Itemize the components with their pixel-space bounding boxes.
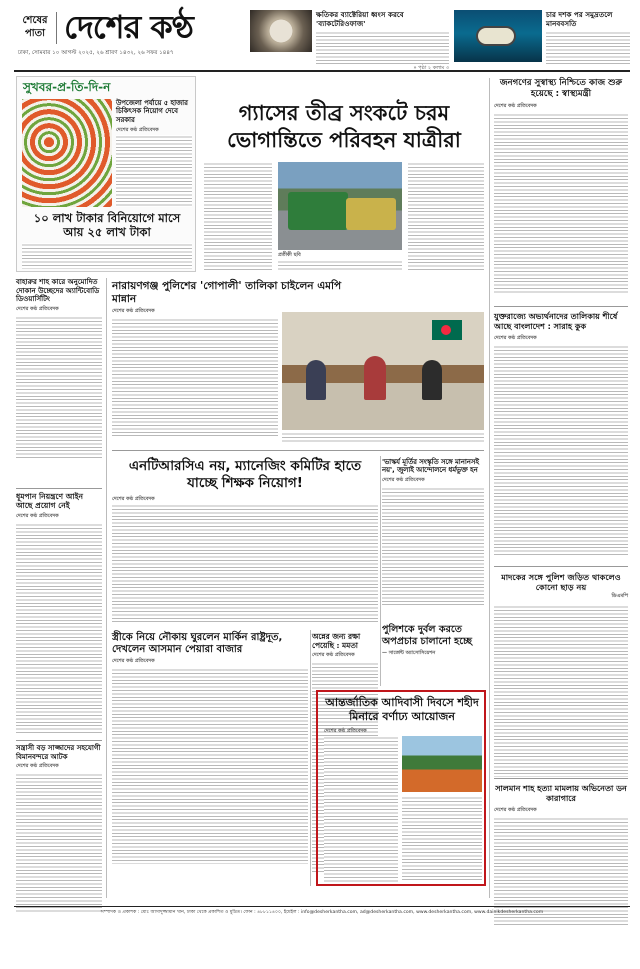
left-col-divider xyxy=(106,278,107,898)
person-3 xyxy=(422,360,442,400)
adivasi-box[interactable] xyxy=(316,690,486,886)
bus-shape-2 xyxy=(346,198,396,230)
left-story-1-byline: দেশের কণ্ঠ প্রতিবেদক xyxy=(16,305,59,312)
sukhobor-side-text xyxy=(116,135,192,207)
left-story-2-byline: দেশের কণ্ঠ প্রতিবেদক xyxy=(16,512,59,519)
promo-bacteria-text xyxy=(316,31,449,65)
promo-ocean[interactable] xyxy=(546,10,630,70)
center-divider xyxy=(380,456,381,686)
right-story-3[interactable] xyxy=(494,572,628,777)
police-weak-story[interactable] xyxy=(382,624,484,658)
left-story-2-text xyxy=(16,523,102,733)
right-story-1-byline: দেশের কণ্ঠ প্রতিবেদক xyxy=(494,102,537,109)
promo-bacteria-photo xyxy=(250,10,312,52)
right-story-2-byline: দেশের কণ্ঠ প্রতিবেদক xyxy=(494,335,537,341)
center-rule-1 xyxy=(112,450,484,451)
left-story-1-headline: বাহারুর শাহ কারে অনুমোদিত দোকান উচ্ছেদের অ্যান্টিবোডি ডিওয়ার্সিটিং xyxy=(16,278,100,304)
footer-rule xyxy=(14,906,630,907)
sukhobor-side-byline: দেশের কণ্ঠ প্রতিবেদক xyxy=(116,127,159,133)
lead-text-col-3 xyxy=(408,162,484,272)
lead-text-col-2 xyxy=(278,260,402,272)
left-story-1[interactable] xyxy=(16,278,102,458)
right-rule-2 xyxy=(494,566,628,567)
adivasi-text-1 xyxy=(324,736,398,882)
adivasi-byline: দেশের কণ্ঠ প্রতিবেদক xyxy=(324,728,367,734)
lead-headline: গ্যাসের তীব্র সংকটে চরম ভোগান্তিতে পরিবহন যাত্রীরা xyxy=(227,101,461,152)
sukhobor-box xyxy=(16,76,196,272)
dateline: ঢাকা, সোমবার ১০ আগস্ট ২০২৫, ২৬ শ্রাবণ ১৪৩২, ২৬ সফর ১৪৪৭ xyxy=(18,50,174,56)
left-story-3-byline: দেশের কণ্ঠ প্রতিবেদক xyxy=(16,763,59,770)
section-label: শেষের পাতা xyxy=(22,15,48,39)
police-headline: নারায়ণগঞ্জ পুলিশের 'গোপালী' তালিকা চাইলেন এমপি মান্নান xyxy=(112,280,342,305)
ntrca-byline: দেশের কণ্ঠ প্রতিবেদক xyxy=(112,496,155,502)
promo-bacteria[interactable] xyxy=(316,10,449,70)
sukhobor-photo xyxy=(22,99,112,207)
boat-text xyxy=(112,668,308,864)
right-story-4-headline: সালমান শাহ হত্যা মামলায় অভিনেতা ডন কারাগারে xyxy=(495,784,627,803)
promo-ocean-text xyxy=(546,31,630,65)
footer-imprint: সম্পাদক ও প্রকাশক : মোঃ আসাদুজ্জামান খান, ঢাকা থেকে প্রকাশিত ও মুদ্রিত। ফোন : ৪৮৮১১৪০০, ইমেইল : info@desherkantha.com, ad@desherkantha.com, www.desherkantha.com, www.dainikdesherkantha.com xyxy=(100,910,544,915)
religion-text xyxy=(382,487,484,607)
promo-ocean-photo xyxy=(454,10,542,62)
left-story-3[interactable] xyxy=(16,744,102,913)
right-rule-3 xyxy=(494,778,628,779)
left-rule-1 xyxy=(16,488,102,489)
center-divider-2 xyxy=(310,630,311,886)
person-1 xyxy=(306,360,326,400)
ntrca-headline: এনটিআরসিএ নয়, ম্যানেজিং কমিটির হাতে যাচ্ছে শিক্ষক নিয়োগ! xyxy=(128,458,362,491)
right-col-divider xyxy=(489,78,490,898)
lead-photo xyxy=(278,162,402,250)
police-weak-tag: — সার্জেন্ট অ্যাসোসিয়েশন xyxy=(382,649,436,656)
bus-shape xyxy=(288,192,348,230)
sukhobor-logo: সুখবর-প্র-তি-দি-ন xyxy=(23,80,111,94)
left-story-1-text xyxy=(16,316,102,458)
religion-byline: দেশের কণ্ঠ প্রতিবেদক xyxy=(382,476,425,483)
right-story-2-text xyxy=(494,345,628,557)
right-story-3-headline: মাদকের সঙ্গে পুলিশ জড়িত থাকলেও কোনো ছাড় নয় xyxy=(501,572,621,592)
promo-bacteria-title: ক্ষতিকর ব্যাক্টেরিয়া ধ্বংস করবে 'ব্যাকটেরিওফাজ' xyxy=(316,10,404,28)
masthead-rule xyxy=(14,70,630,72)
police-byline: দেশের কণ্ঠ প্রতিবেদক xyxy=(112,308,155,314)
meeting-photo xyxy=(282,312,484,430)
sukhobor-side-headline: উপজেলা পর্যায়ে ৫ হাজার চিকিৎসক নিয়োগ দেবে সরকার xyxy=(116,99,188,124)
lead-story[interactable] xyxy=(204,100,484,154)
right-story-1-headline: জনগণের সুস্বাস্থ্য নিশ্চিতে কাজ শুরু হয়েছে : স্বাস্থ্যমন্ত্রী xyxy=(499,78,623,99)
submarine-shape xyxy=(476,26,516,46)
religion-headline: 'ভাস্কর্য মূর্তির সংস্কৃতি সঙ্গে মানানসই নয়', জুলাই আন্দোলনে ধর্মভুক্ত হন xyxy=(382,458,479,475)
person-2 xyxy=(364,356,386,400)
right-rule-1 xyxy=(494,306,628,307)
sukhobor-main-text xyxy=(22,243,192,269)
boat-byline: দেশের কণ্ঠ প্রতিবেদক xyxy=(112,658,155,665)
masthead-divider xyxy=(56,12,57,44)
meeting-caption xyxy=(282,432,484,444)
lead-text-col-1 xyxy=(204,162,272,272)
left-story-3-text xyxy=(16,773,102,913)
newspaper-name: দেশের কণ্ঠ xyxy=(64,8,193,46)
right-story-2[interactable] xyxy=(494,312,628,557)
right-story-3-tag: ডিএমপি xyxy=(611,593,628,599)
lead-caption: প্রতীকী ছবি xyxy=(278,252,301,258)
food-headline: অন্নের জন্য রক্ষা পেয়েছি : মমতা xyxy=(312,632,361,650)
sukhobor-main-headline: ১০ লাখ টাকার বিনিয়োগে মাসে আয় ২৫ লাখ টাকা xyxy=(33,211,181,239)
left-story-3-headline: সন্ত্রাসী বড় সাজ্জাদের সহযোগী বিমানবন্দরে আটক xyxy=(16,744,101,761)
religion-story[interactable] xyxy=(382,458,484,607)
police-text xyxy=(112,318,278,438)
right-story-1[interactable] xyxy=(494,78,628,293)
promo-bacteria-more: » পৃষ্ঠা ২ কলাম ৩ xyxy=(413,65,449,71)
food-byline: দেশের কণ্ঠ প্রতিবেদক xyxy=(312,652,355,658)
boat-story[interactable] xyxy=(112,632,308,864)
adivasi-photo xyxy=(402,736,482,792)
right-story-1-text xyxy=(494,113,628,293)
police-story[interactable] xyxy=(112,280,484,316)
police-weak-headline: পুলিশকে দুর্বল করতে অপপ্রচার চালানো হচ্ছে xyxy=(382,624,473,647)
left-story-2-headline: ধূমপান নিয়ন্ত্রণে আইন আছে প্রয়োগ নেই xyxy=(16,492,84,511)
ntrca-text xyxy=(112,504,378,622)
left-rule-2 xyxy=(16,740,102,741)
boat-headline: স্ত্রীকে নিয়ে নৌকায় ঘুরলেন মার্কিন রাষ্ট্রদূত, দেখলেন আসমান পেয়ারা বাজার xyxy=(112,632,283,656)
right-story-2-headline: যুক্তরাজ্যে অভ্যর্থনাদের তালিকায় শীর্ষে আছে বাংলাদেশ : সারাহ কুক xyxy=(494,312,618,331)
right-story-4-byline: দেশের কণ্ঠ প্রতিবেদক xyxy=(494,807,537,813)
flag-shape xyxy=(432,320,462,340)
adivasi-text-2 xyxy=(402,796,482,882)
adivasi-headline: আন্তর্জাতিক আদিবাসী দিবসে শহীদ মিনারে বর্ণাঢ্য আয়োজন xyxy=(325,696,479,723)
left-story-2[interactable] xyxy=(16,492,102,733)
promo-ocean-title: চার দশক পর সমুদ্রতলে মানববসতি xyxy=(546,10,613,28)
right-story-3-text xyxy=(494,605,628,777)
